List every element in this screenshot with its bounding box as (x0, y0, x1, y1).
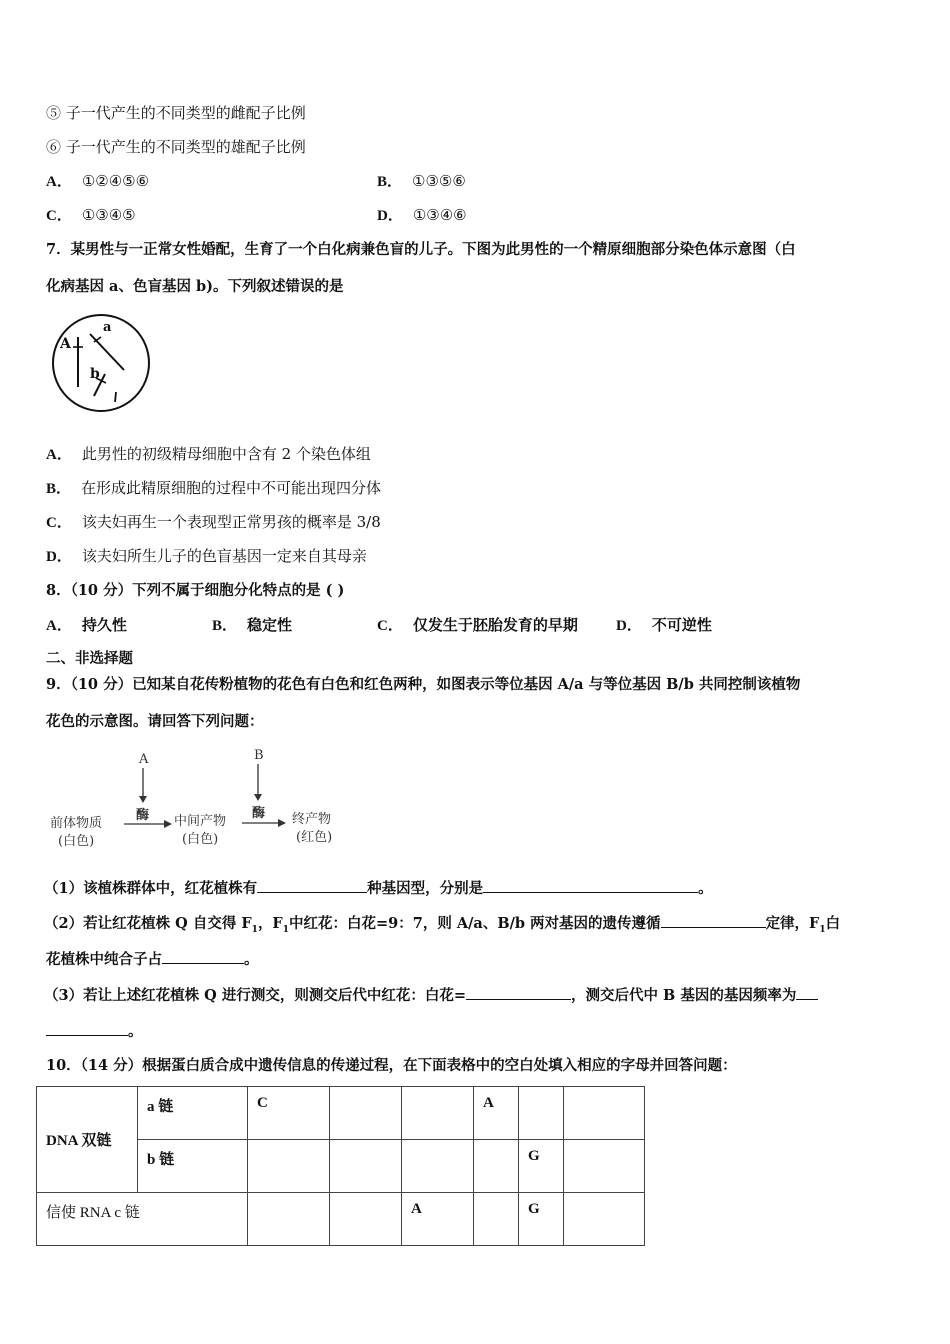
flower-color-pathway-diagram (46, 748, 356, 848)
table-cell[interactable] (248, 1193, 330, 1246)
enzyme-label-2: 酶 (252, 806, 266, 821)
q9-part3-line2: 。 (46, 1021, 143, 1042)
q9-stem-line1: 9．（10 分）已知某自花传粉植物的花色有白色和红色两种，如图表示等位基因 A/a 与等位基因 B/b 共同控制该植物 (46, 676, 801, 693)
final-product-color: (红色) (296, 830, 333, 845)
gene-label-b: b (90, 366, 100, 382)
intermediate-color: (白色) (182, 832, 219, 847)
table-cell[interactable] (519, 1087, 564, 1140)
q10-stem: 10．（14 分）根据蛋白质合成中遗传信息的传递过程，在下面表格中的空白处填入相应的字母并回答问题： (46, 1057, 737, 1074)
intermediate-label: 中间产物 (174, 814, 227, 829)
table-cell[interactable]: A (402, 1193, 474, 1246)
table-cell[interactable] (564, 1193, 645, 1246)
final-product-label: 终产物 (292, 812, 332, 827)
table-cell[interactable] (402, 1140, 474, 1193)
table-cell[interactable] (330, 1193, 402, 1246)
q7-stem-line2: 化病基因 a、色盲基因 b)。下列叙述错误的是 (46, 278, 344, 295)
row-label-b-strand: b 链 (138, 1140, 248, 1193)
table-cell[interactable] (248, 1140, 330, 1193)
q9-part3-line1: （3）若让上述红花植株 Q 进行测交，则测交后代中红花：白花= ，测交后代中 B 基因的基因频率为 (44, 985, 818, 1006)
q9-part1: （1）该植株群体中，红花植株有 种基因型，分别是 。 (44, 880, 713, 897)
q6-option-d[interactable]: D． ①③④⑥ (377, 206, 467, 224)
answer-blank-b-frequency[interactable] (796, 985, 818, 1000)
gene-label-A: A (60, 336, 71, 352)
gene-label-a: a (103, 320, 112, 335)
table-cell[interactable]: G (519, 1193, 564, 1246)
chromosome-cell-figure (50, 312, 152, 414)
table-row (37, 1193, 645, 1246)
answer-blank-genotypes[interactable] (483, 878, 698, 893)
table-cell[interactable]: A (474, 1087, 519, 1140)
table-cell[interactable] (402, 1087, 474, 1140)
table-cell[interactable] (564, 1087, 645, 1140)
precursor-color: (白色) (58, 834, 95, 849)
answer-blank-homozygote-ratio[interactable] (162, 949, 244, 964)
row-label-mrna-c-strand: 信使 RNA c 链 (37, 1193, 248, 1246)
q7-option-c[interactable]: C． 该夫妇再生一个表现型正常男孩的概率是 3/8 (46, 513, 381, 531)
answer-blank-testcross-ratio[interactable] (466, 985, 571, 1000)
q6-item-5: ⑤ 子一代产生的不同类型的雌配子比例 (46, 104, 306, 122)
q9-stem-line2: 花色的示意图。请回答下列问题： (46, 713, 264, 730)
answer-blank-law[interactable] (661, 913, 766, 928)
table-cell[interactable] (474, 1140, 519, 1193)
q7-stem-line1: 7．某男性与一正常女性婚配，生育了一个白化病兼色盲的儿子。下图为此男性的一个精原细胞部分染色体示意图（白 (46, 241, 796, 258)
q7-option-d[interactable]: D． 该夫妇所生儿子的色盲基因一定来自其母亲 (46, 547, 367, 565)
q6-item-6: ⑥ 子一代产生的不同类型的雄配子比例 (46, 138, 306, 156)
q8-option-c[interactable]: C． 仅发生于胚胎发育的早期 (377, 616, 578, 634)
q9-part2-line2: 花植株中纯合子占 。 (46, 951, 259, 968)
table-cell[interactable]: G (519, 1140, 564, 1193)
row-label-a-strand: a 链 (138, 1087, 248, 1140)
table-cell[interactable]: C (248, 1087, 330, 1140)
answer-blank-genotype-count[interactable] (257, 878, 367, 893)
gene-b-label: B (254, 748, 264, 763)
table-cell[interactable] (564, 1140, 645, 1193)
q8-option-a[interactable]: A． 持久性 (46, 616, 127, 634)
q9-part2-line1: （2）若让红花植株 Q 自交得 $F_1$，$F_1$中红花：白花=9：7，则 A/a、B/b 两对基因的遗传遵循 定律，$F_1$白 (44, 915, 841, 935)
q8-option-d[interactable]: D． 不可逆性 (616, 616, 712, 634)
table-cell[interactable] (474, 1193, 519, 1246)
q8-stem: 8．（10 分）下列不属于细胞分化特点的是 ( ) (46, 582, 345, 599)
table-cell[interactable] (330, 1140, 402, 1193)
q6-option-c[interactable]: C． ①③④⑤ (46, 206, 136, 224)
genetic-info-table (36, 1086, 645, 1246)
q7-option-a[interactable]: A． 此男性的初级精母细胞中含有 2 个染色体组 (46, 445, 371, 463)
q7-option-b[interactable]: B． 在形成此精原细胞的过程中不可能出现四分体 (46, 479, 382, 497)
table-row (37, 1087, 645, 1140)
q6-option-a[interactable]: A． ①②④⑤⑥ (46, 172, 150, 190)
table-cell[interactable] (330, 1087, 402, 1140)
dna-double-strand-label: DNA 双链 (37, 1087, 138, 1193)
precursor-label: 前体物质 (50, 816, 103, 831)
q8-option-b[interactable]: B． 稳定性 (212, 616, 293, 634)
q6-option-b[interactable]: B． ①③⑤⑥ (377, 172, 466, 190)
enzyme-label-1: 酶 (136, 808, 150, 823)
gene-a-label: A (139, 752, 149, 767)
section-heading: 二、非选择题 (46, 650, 133, 667)
answer-blank-b-frequency-cont[interactable] (46, 1021, 128, 1036)
